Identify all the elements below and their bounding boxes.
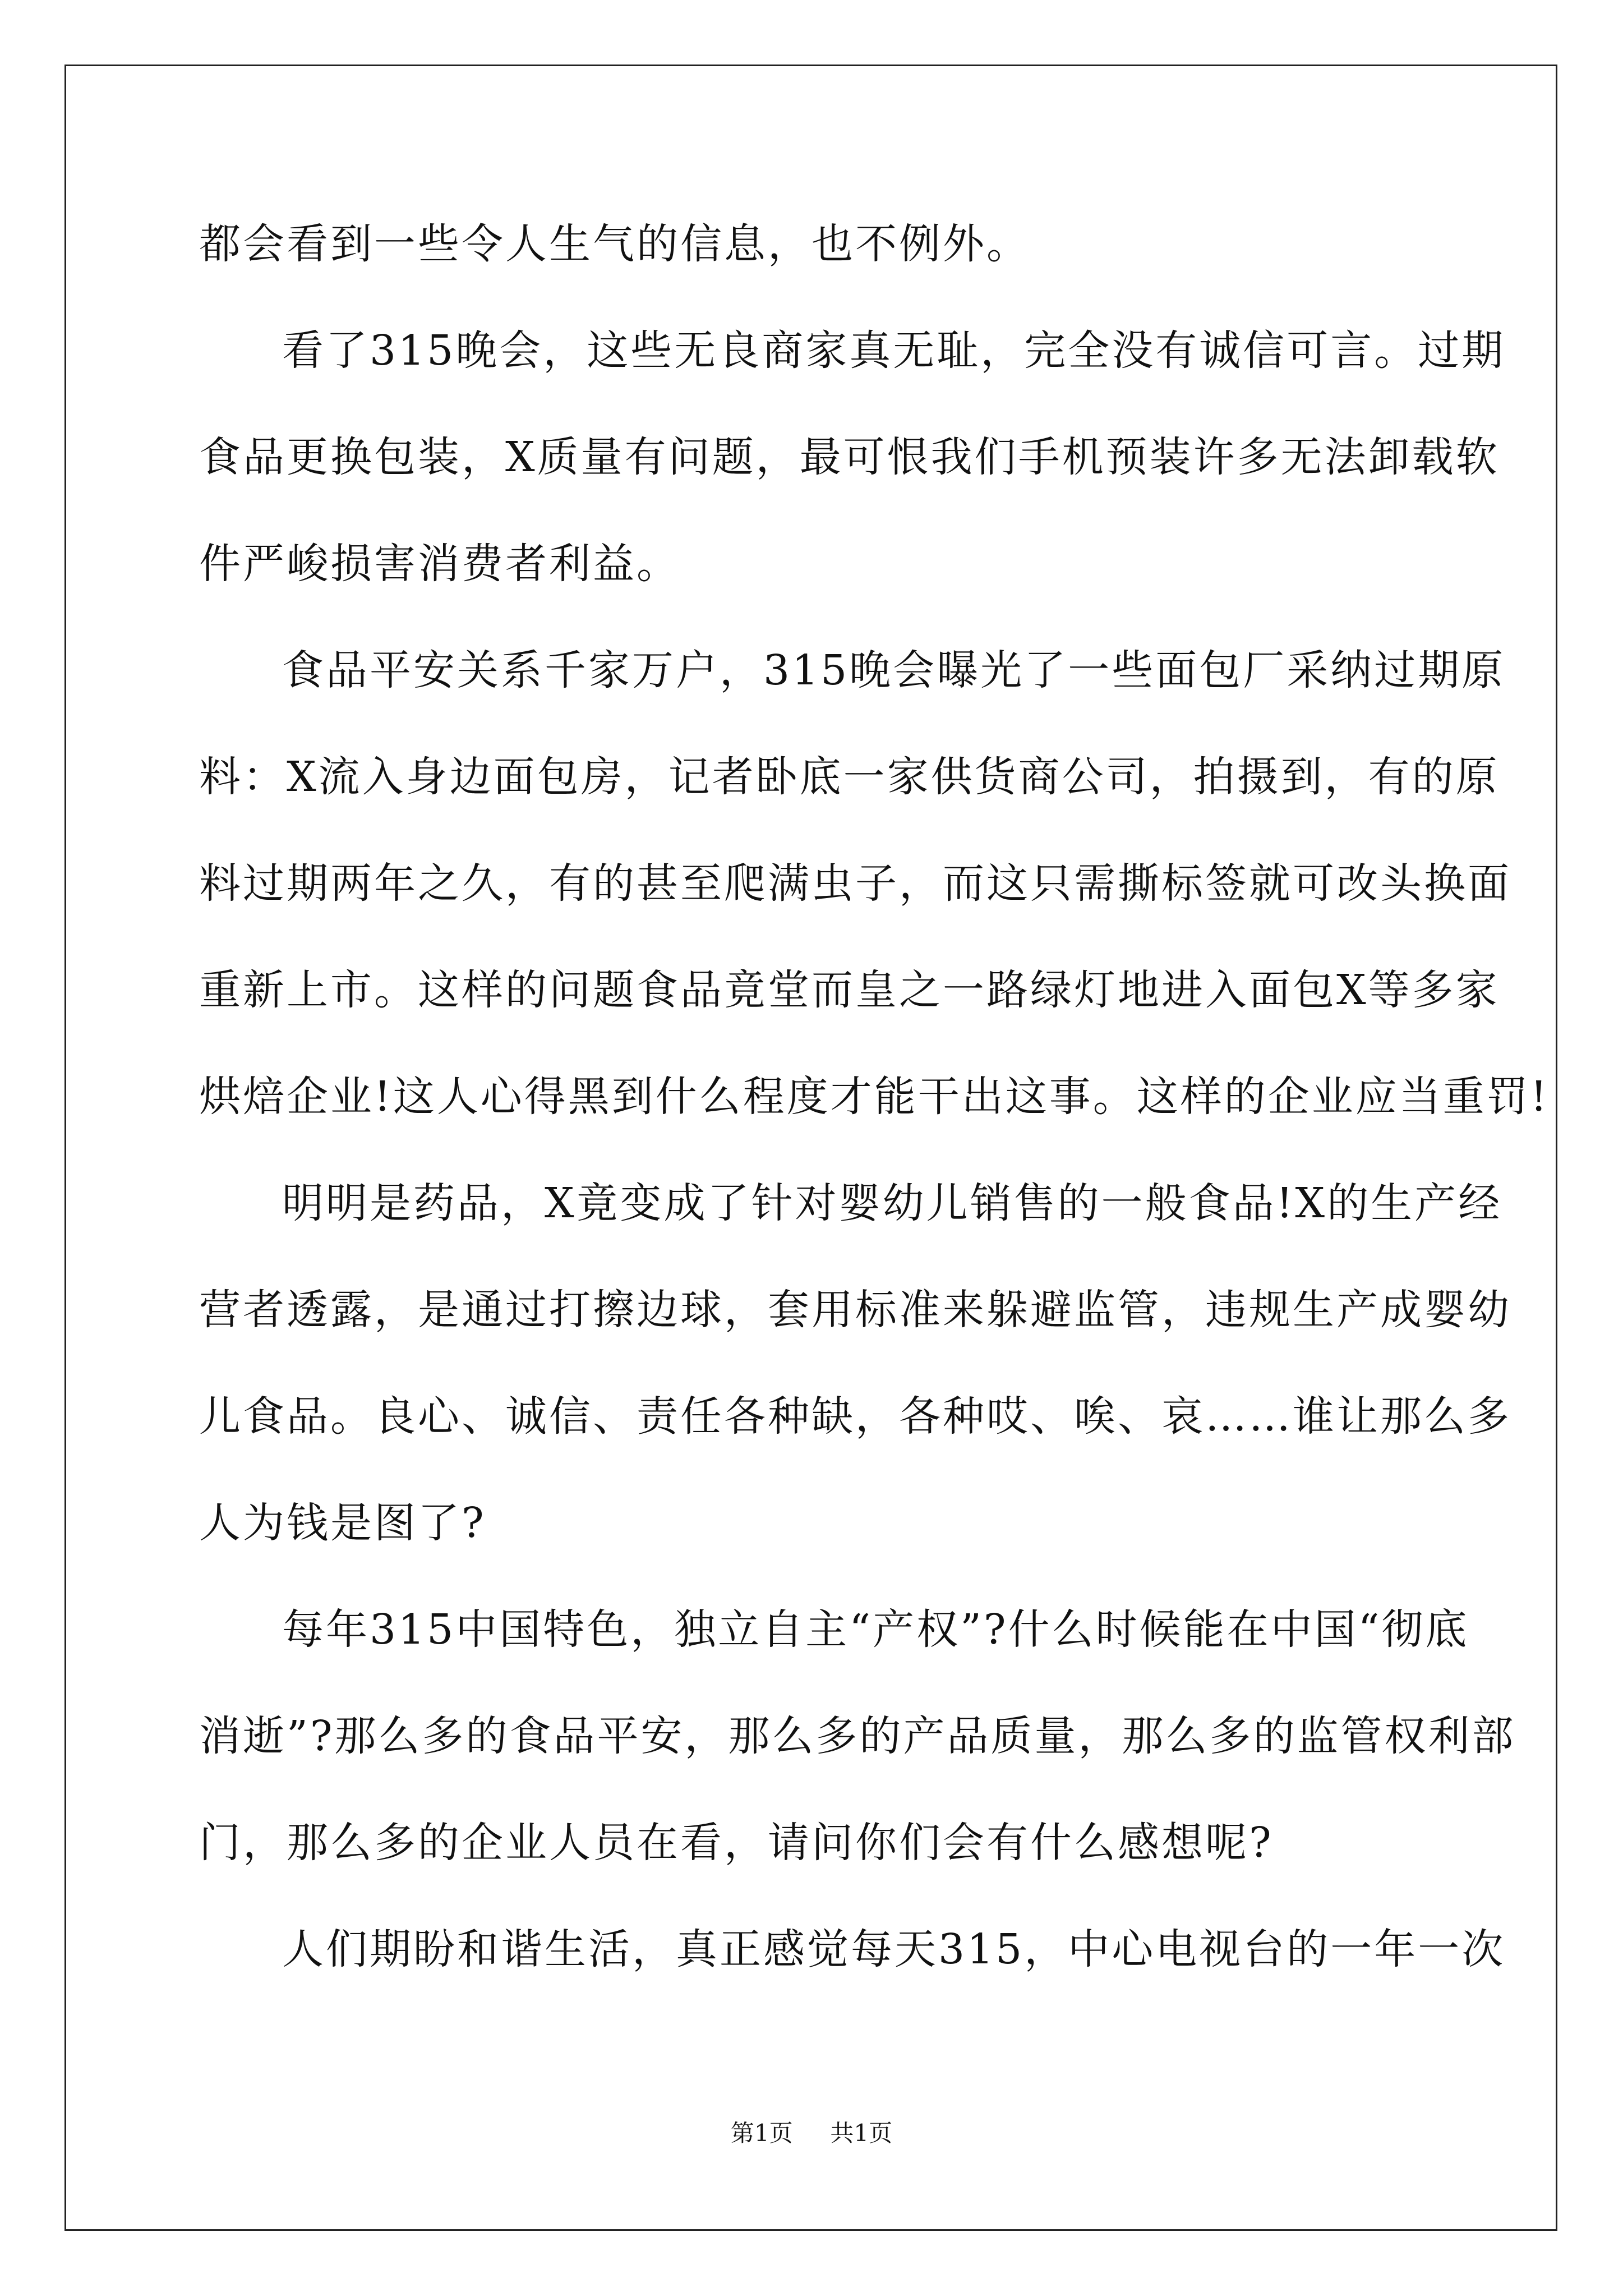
- text-line: 料：X流入身边面包房，记者卧底一家供货商公司，拍摄到，有的原: [199, 753, 1500, 801]
- text-line: 消逝”?那么多的食品平安，那么多的产品质量，那么多的监管权利部: [199, 1712, 1516, 1760]
- text-line: 儿食品。良心、诚信、责任各种缺，各种哎、唉、哀……谁让那么多: [199, 1392, 1511, 1441]
- page-total: 共1页: [830, 2119, 893, 2147]
- paragraph-start-line: 看了315晚会，这些无良商家真无耻，完全没有诚信可言。过期: [282, 326, 1506, 375]
- page-footer: [0, 2115, 1623, 2148]
- paragraph-start-line: 明明是药品，X竟变成了针对婴幼儿销售的一般食品!X的生产经: [282, 1179, 1502, 1227]
- text-line: 门，那么多的企业人员在看，请问你们会有什么感想呢?: [199, 1819, 1274, 1867]
- page-number: 第1页: [730, 2119, 793, 2147]
- text-line: 件严峻损害消费者利益。: [199, 540, 680, 588]
- text-line: 都会看到一些令人生气的信息，也不例外。: [199, 220, 1030, 268]
- text-line: 料过期两年之久，有的甚至爬满虫子，而这只需撕标签就可改头换面: [199, 859, 1511, 908]
- text-line: 重新上市。这样的问题食品竟堂而皇之一路绿灯地进入面包X等多家: [199, 966, 1500, 1014]
- paragraph-start-line: 食品平安关系千家万户，315晚会曝光了一些面包厂采纳过期原: [282, 646, 1506, 694]
- text-line: 人为钱是图了?: [199, 1499, 486, 1547]
- text-line: 食品更换包装，X质量有问题，最可恨我们手机预装许多无法卸载软: [199, 433, 1500, 481]
- document-body: [199, 191, 1550, 2003]
- paragraph-start-line: 每年315中国特色，独立自主“产权”?什么时候能在中国“彻底: [282, 1605, 1469, 1654]
- text-line: 营者透露，是通过打擦边球，套用标准来躲避监管，违规生产成婴幼: [199, 1286, 1511, 1334]
- paragraph-start-line: 人们期盼和谐生活，真正感觉每天315，中心电视台的一年一次: [282, 1925, 1506, 1973]
- text-line: 烘焙企业!这人心得黑到什么程度才能干出这事。这样的企业应当重罚!: [199, 1073, 1550, 1121]
